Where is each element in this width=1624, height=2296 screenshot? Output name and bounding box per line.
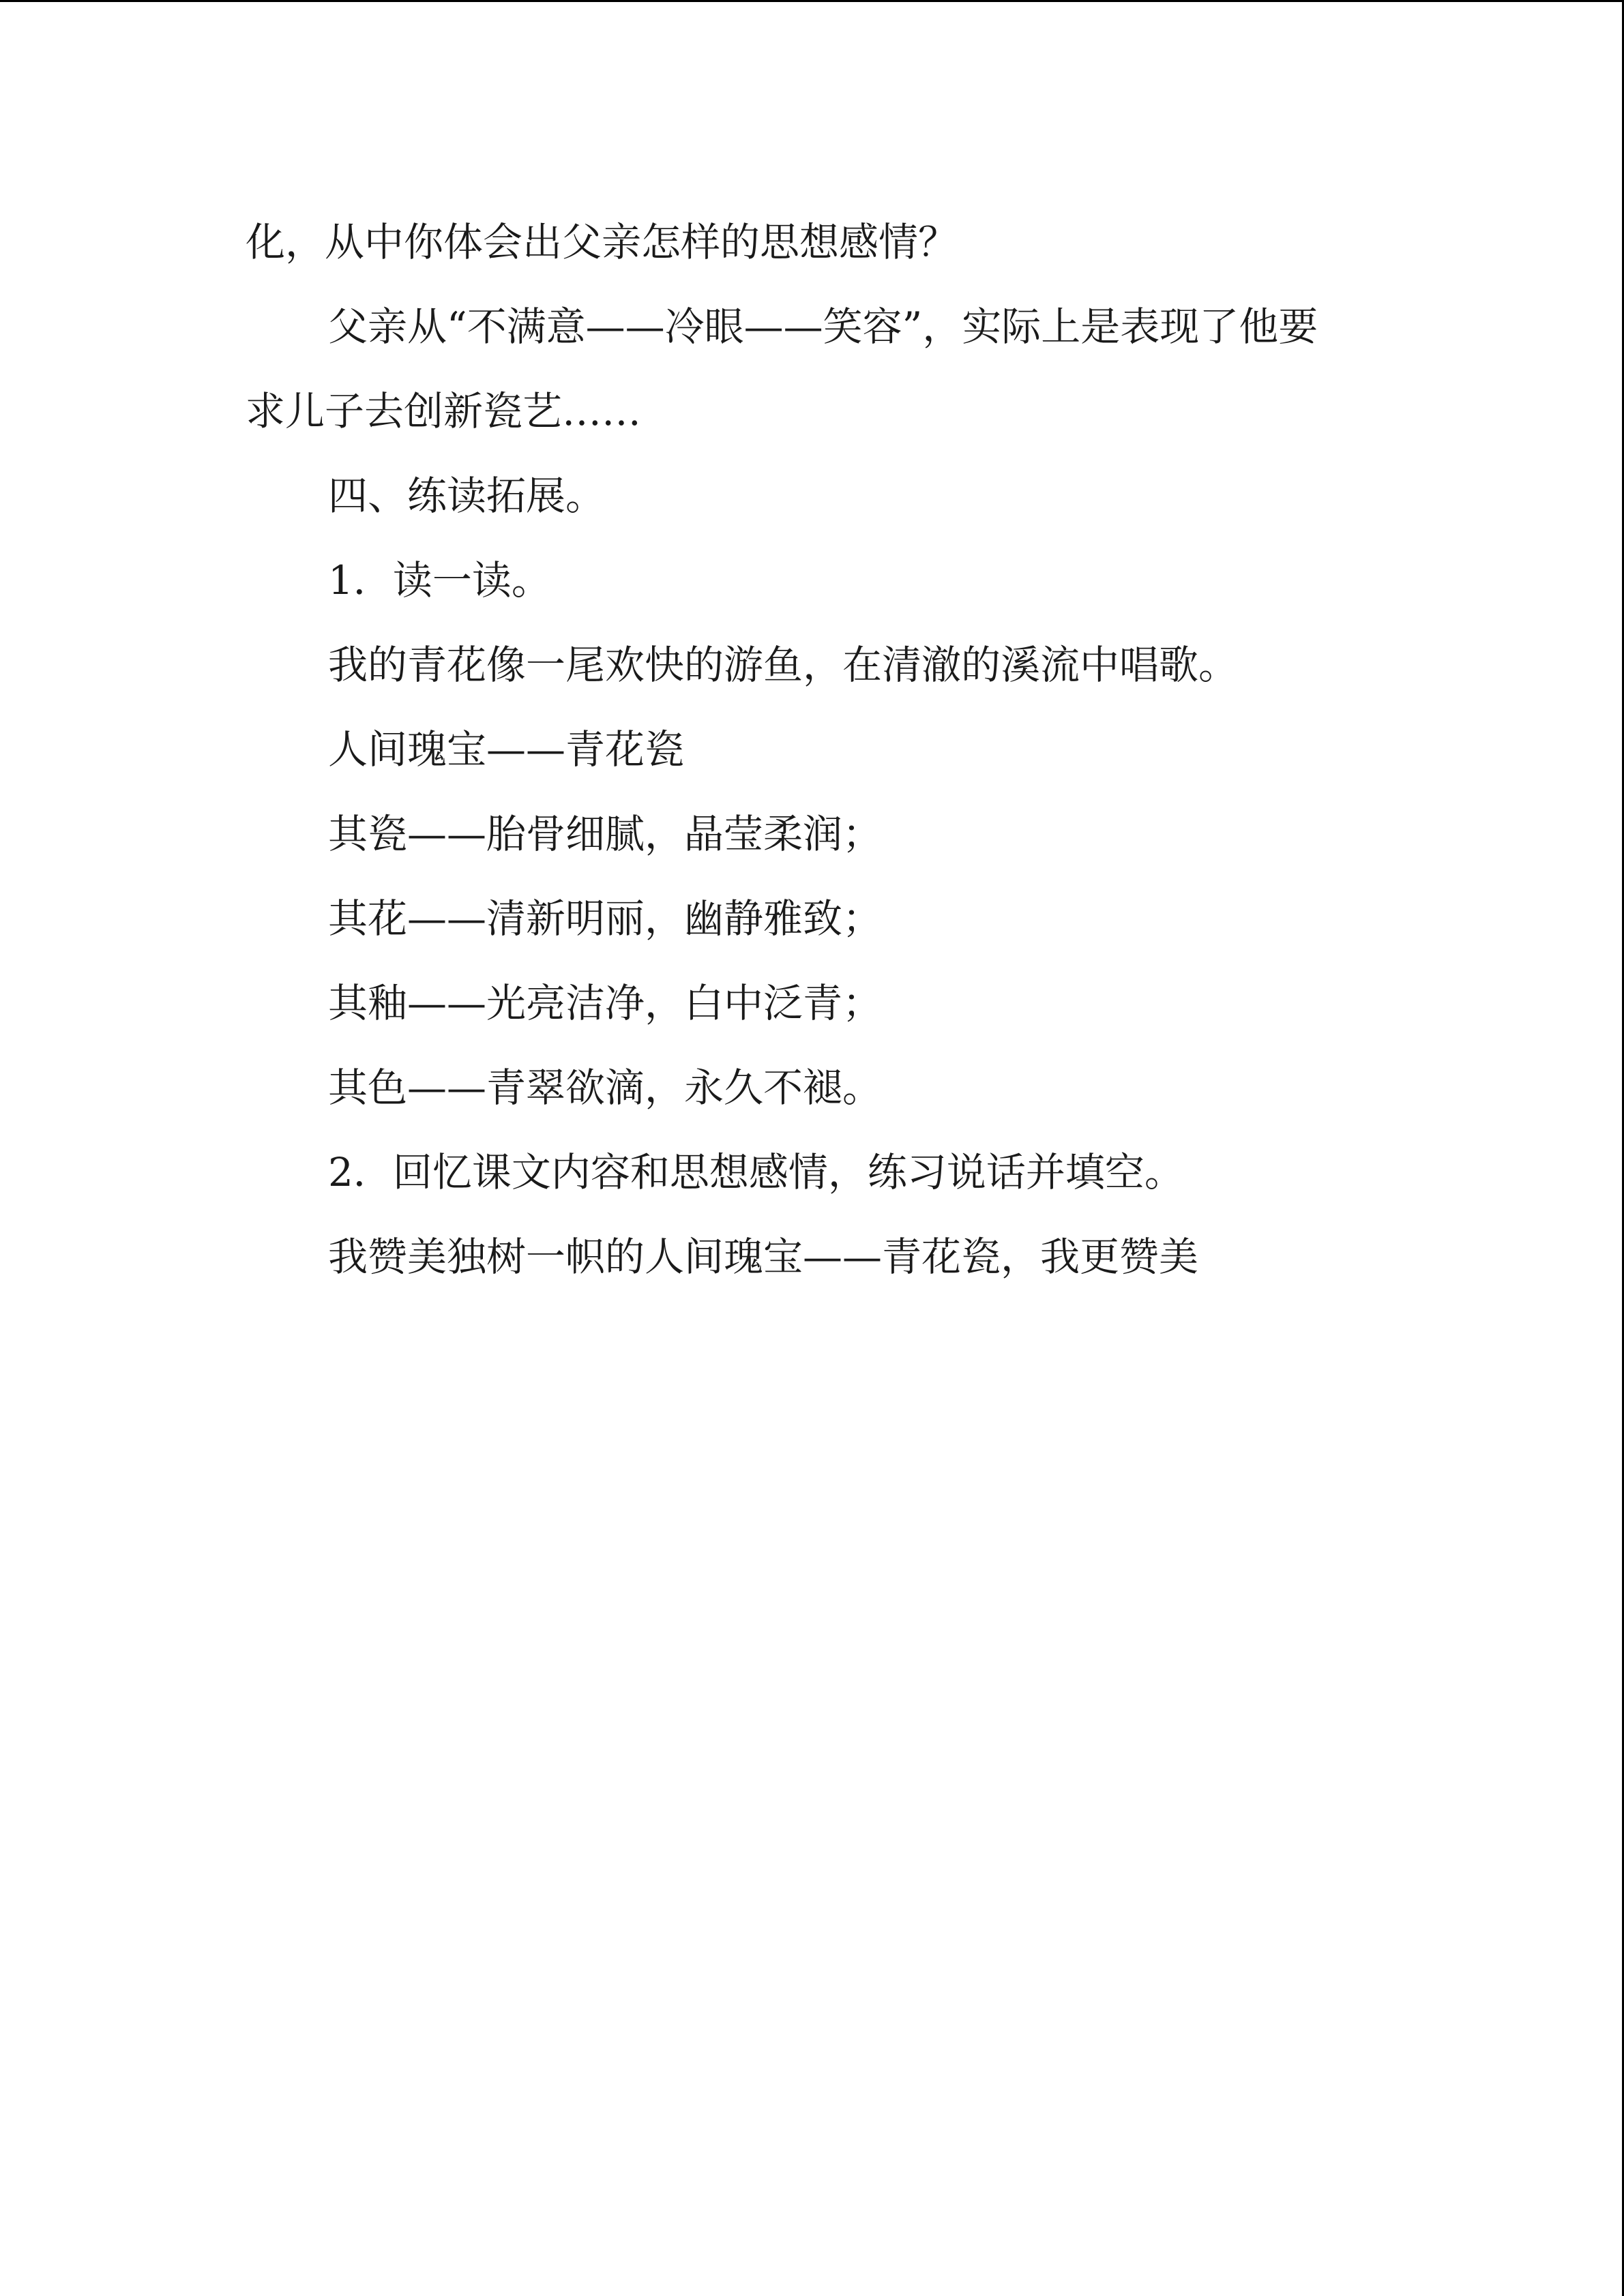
text-line-2: 父亲从“不满意——冷眼——笑容”，实际上是表现了他要 [328,303,1318,350]
item-heading-2: 2．回忆课文内容和思想感情，练习说话并填空。 [328,1149,1184,1195]
poem-line-3: 其釉——光亮洁净，白中泛青； [328,980,883,1026]
poem-line-4: 其色——青翠欲滴，永久不褪。 [328,1064,883,1111]
poem-title: 人间瑰宝——青花瓷 [328,726,685,773]
text-line-13: 我赞美独树一帜的人间瑰宝——青花瓷，我更赞美 [328,1234,1199,1280]
section-heading: 四、练读拓展。 [328,473,606,519]
text-line-6: 我的青花像一尾欢快的游鱼，在清澈的溪流中唱歌。 [328,642,1239,688]
item-heading-1: 1．读一读。 [328,557,551,603]
text-line-3: 求儿子去创新瓷艺…… [246,388,642,434]
poem-line-2: 其花——清新明丽，幽静雅致； [328,895,883,942]
document-body [246,200,1378,1299]
text-line-1: 化，从中你体会出父亲怎样的思想感情？ [246,219,958,265]
poem-line-1: 其瓷——胎骨细腻，晶莹柔润； [328,811,883,857]
